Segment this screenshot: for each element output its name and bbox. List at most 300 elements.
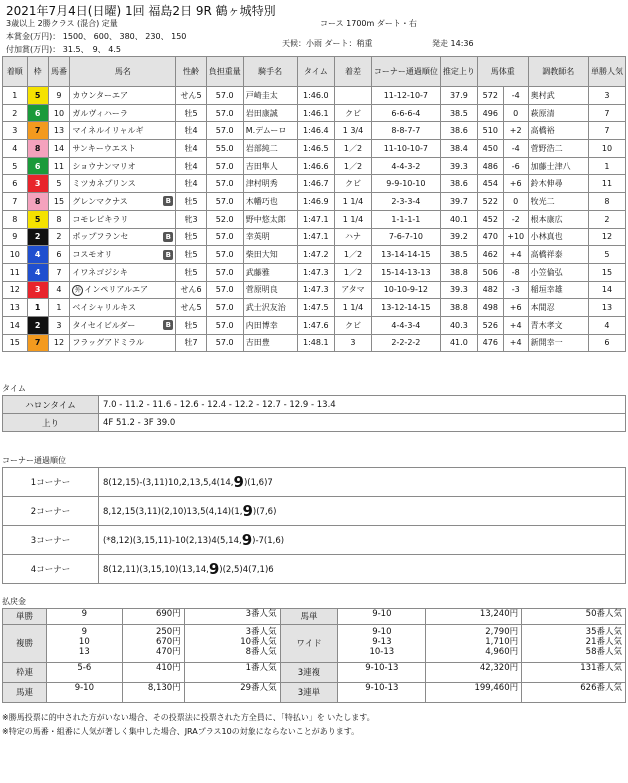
cell-margin: 1／2 <box>335 157 372 175</box>
corner-row <box>3 526 626 555</box>
cell-trainer: 小笠倫弘 <box>528 263 588 281</box>
cell-last: 38.8 <box>440 299 477 317</box>
cell-sex: 牡5 <box>176 246 206 264</box>
cell-body: 522 <box>477 193 503 211</box>
horse-name: コモレビキラリ <box>72 214 129 224</box>
note-1: ※勝馬投票に的中された方がいない場合、その投票法に投票された方全員に、「特払い」を いたします。 <box>2 713 375 722</box>
cell-sex: 牡4 <box>176 122 206 140</box>
cell-pos: 11 <box>3 263 28 281</box>
cell-wt: 57.0 <box>206 175 243 193</box>
cell-wt: 57.0 <box>206 281 243 299</box>
cell-diff: -2 <box>503 210 528 228</box>
cell-corner: 11-10-10-7 <box>371 140 440 158</box>
cell-diff: 0 <box>503 104 528 122</box>
cell-waku: 5 <box>27 87 48 105</box>
cell-jockey: 柴田大知 <box>243 246 297 264</box>
cell-diff: -8 <box>503 263 528 281</box>
cell-body: 462 <box>477 246 503 264</box>
cell-sex: 牡4 <box>176 157 206 175</box>
cell-pop: 13 <box>588 299 625 317</box>
cell-wt: 57.0 <box>206 246 243 264</box>
cell-corner: 15-14-13-13 <box>371 263 440 281</box>
cell-pos: 5 <box>3 157 28 175</box>
cell-trainer: 根本康広 <box>528 210 588 228</box>
cell-sex: せん5 <box>176 87 206 105</box>
cell-margin: クビ <box>335 175 372 193</box>
trio-yen: 42,320円 <box>426 663 522 683</box>
horse-name: ガルヴィハーラ <box>72 108 128 118</box>
corner-order <box>99 497 626 526</box>
cell-body: 506 <box>477 263 503 281</box>
cell-last: 38.5 <box>440 246 477 264</box>
cell-sex: 牡5 <box>176 228 206 246</box>
cell-trainer: 小林真也 <box>528 228 588 246</box>
cell-waku: 3 <box>27 175 48 193</box>
payout-row-4 <box>3 683 626 703</box>
start-time: 発走 14:36 <box>432 39 474 48</box>
corner-order-pre: 8(12,15)-(3,11)10,2,13,5,4(14, <box>103 478 234 488</box>
cell-sex: 牡4 <box>176 140 206 158</box>
cell-name <box>70 263 176 281</box>
cell-diff: +4 <box>503 246 528 264</box>
col-pop: 単勝人気 <box>588 57 625 87</box>
cell-num: 12 <box>48 334 70 352</box>
cell-pop: 11 <box>588 175 625 193</box>
corner-label: コーナー通過順位 <box>2 456 66 465</box>
cell-margin: アタマ <box>335 281 372 299</box>
cell-waku: 1 <box>27 299 48 317</box>
cell-sex: 牝3 <box>176 210 206 228</box>
cell-body: 470 <box>477 228 503 246</box>
cell-num: 5 <box>48 175 70 193</box>
cell-sex: 牡5 <box>176 193 206 211</box>
cell-name <box>70 122 176 140</box>
cell-pos: 4 <box>3 140 28 158</box>
cell-margin: 1／2 <box>335 263 372 281</box>
cell-pop: 2 <box>588 210 625 228</box>
cell-num: 15 <box>48 193 70 211</box>
corner-name: 4コーナー <box>3 555 99 584</box>
cell-corner: 4-4-3-2 <box>371 157 440 175</box>
cell-wt: 57.0 <box>206 228 243 246</box>
place-label: 複勝 <box>3 625 47 663</box>
quinella-pop: 29番人気 <box>184 683 280 703</box>
cell-jockey: 吉田隼人 <box>243 157 297 175</box>
payout-label: 払戻金 <box>2 597 26 606</box>
cell-corner: 11-12-10-7 <box>371 87 440 105</box>
cell-margin: 3 <box>335 334 372 352</box>
cell-waku: 8 <box>27 140 48 158</box>
cell-trainer: 加藤士津八 <box>528 157 588 175</box>
trio-label: 3連複 <box>280 663 338 683</box>
cell-wt: 55.0 <box>206 140 243 158</box>
cell-num: 6 <box>48 246 70 264</box>
table-row <box>3 263 626 281</box>
cell-waku: 7 <box>27 122 48 140</box>
timing-label: タイム <box>2 384 26 393</box>
cell-waku: 6 <box>27 104 48 122</box>
corner-order-post: )(2,5)4(7,1)6 <box>219 565 274 575</box>
cell-num: 1 <box>48 299 70 317</box>
cell-pop: 12 <box>588 228 625 246</box>
cell-jockey: 戸崎圭太 <box>243 87 297 105</box>
exacta-label: 馬単 <box>280 609 338 625</box>
cell-jockey: 木幡巧也 <box>243 193 297 211</box>
col-last: 推定上り <box>440 57 477 87</box>
cell-body: 454 <box>477 175 503 193</box>
cell-last: 38.5 <box>440 104 477 122</box>
timing-table <box>2 395 626 432</box>
cell-sex: 牡4 <box>176 175 206 193</box>
cell-margin: クビ <box>335 316 372 334</box>
horse-name: カウンターエア <box>72 90 129 100</box>
wide-yen: 2,790円 1,710円 4,960円 <box>426 625 522 663</box>
cell-wt: 57.0 <box>206 87 243 105</box>
cell-trainer: 新開幸一 <box>528 334 588 352</box>
cell-waku: 7 <box>27 334 48 352</box>
cell-body: 450 <box>477 140 503 158</box>
horse-name: タイセイビルダー <box>72 320 136 330</box>
cell-wt: 57.0 <box>206 104 243 122</box>
corner-row <box>3 497 626 526</box>
cell-body: 526 <box>477 316 503 334</box>
winner-highlight: 9 <box>241 531 253 549</box>
cell-wt: 57.0 <box>206 316 243 334</box>
cell-num: 10 <box>48 104 70 122</box>
cell-jockey: 武士沢友治 <box>243 299 297 317</box>
up-label: 上り <box>3 414 99 432</box>
foreign-horse-icon: 外 <box>72 285 83 296</box>
cell-waku: 4 <box>27 246 48 264</box>
cell-corner: 9-9-10-10 <box>371 175 440 193</box>
table-row <box>3 140 626 158</box>
col-num: 馬番 <box>48 57 70 87</box>
corner-order-pre: 8(12,11)(3,15,10)(13,14, <box>103 565 209 575</box>
cell-wt: 52.0 <box>206 210 243 228</box>
cell-body: 572 <box>477 87 503 105</box>
cell-num: 11 <box>48 157 70 175</box>
cell-last: 39.3 <box>440 157 477 175</box>
cell-corner: 2-3-3-4 <box>371 193 440 211</box>
col-waku: 枠 <box>27 57 48 87</box>
cell-num: 14 <box>48 140 70 158</box>
exacta-yen: 13,240円 <box>426 609 522 625</box>
corner-order-post: )(1,6)7 <box>243 478 273 488</box>
cell-diff: +6 <box>503 175 528 193</box>
cell-name <box>70 316 176 334</box>
horse-name: コスモオリ <box>72 250 113 260</box>
trio-pop: 131番人気 <box>522 663 626 683</box>
place-numbers: 9 10 13 <box>46 625 122 663</box>
blinker-icon: B <box>163 196 173 206</box>
cell-pop: 5 <box>588 246 625 264</box>
cell-trainer: 鈴木伸尋 <box>528 175 588 193</box>
cell-last: 40.1 <box>440 210 477 228</box>
cell-wt: 57.0 <box>206 263 243 281</box>
cell-last: 38.6 <box>440 122 477 140</box>
cell-sex: 牡5 <box>176 104 206 122</box>
table-row <box>3 299 626 317</box>
cell-diff: -4 <box>503 140 528 158</box>
cell-jockey: M.デムーロ <box>243 122 297 140</box>
cell-jockey: 菅原明良 <box>243 281 297 299</box>
cell-name <box>70 228 176 246</box>
cell-pos: 13 <box>3 299 28 317</box>
col-corner: コーナー通過順位 <box>371 57 440 87</box>
cell-name <box>70 246 176 264</box>
added-prize: 付加賞(万円)： 31.5、 9、 4.5 <box>6 45 121 54</box>
cell-time: 1:47.5 <box>297 299 334 317</box>
corner-order <box>99 555 626 584</box>
trifecta-pop: 626番人気 <box>522 683 626 703</box>
cell-num: 2 <box>48 228 70 246</box>
win-yen: 690円 <box>122 609 184 625</box>
cell-diff: +4 <box>503 316 528 334</box>
cell-pop: 15 <box>588 263 625 281</box>
cell-num: 7 <box>48 263 70 281</box>
cell-num: 8 <box>48 210 70 228</box>
cell-diff: +10 <box>503 228 528 246</box>
col-jockey: 騎手名 <box>243 57 297 87</box>
cell-jockey: 吉田豊 <box>243 334 297 352</box>
cell-pos: 2 <box>3 104 28 122</box>
race-class: 3歳以上 2勝クラス (混合) 定量 <box>6 19 118 28</box>
cell-num: 13 <box>48 122 70 140</box>
cell-last: 38.8 <box>440 263 477 281</box>
table-row <box>3 87 626 105</box>
winner-highlight: 9 <box>208 560 220 578</box>
cell-body: 498 <box>477 299 503 317</box>
cell-margin: 1 1/4 <box>335 210 372 228</box>
cell-jockey: 幸英明 <box>243 228 297 246</box>
cell-diff: -4 <box>503 87 528 105</box>
corner-row <box>3 468 626 497</box>
cell-trainer: 青木孝文 <box>528 316 588 334</box>
corner-order <box>99 526 626 555</box>
cell-time: 1:47.3 <box>297 263 334 281</box>
blinker-icon: B <box>163 250 173 260</box>
corner-name: 2コーナー <box>3 497 99 526</box>
cell-trainer: 本間忍 <box>528 299 588 317</box>
quinella-label: 馬連 <box>3 683 47 703</box>
cell-pos: 3 <box>3 122 28 140</box>
cell-diff: +4 <box>503 334 528 352</box>
cell-time: 1:46.6 <box>297 157 334 175</box>
wide-label: ワイド <box>280 625 338 663</box>
cell-last: 39.2 <box>440 228 477 246</box>
table-row <box>3 246 626 264</box>
horse-name: ミツカネプリンス <box>72 179 136 189</box>
cell-jockey: 武藤雅 <box>243 263 297 281</box>
col-pos: 着順 <box>3 57 28 87</box>
cell-trainer: 牧光二 <box>528 193 588 211</box>
cell-jockey: 岩田康誠 <box>243 104 297 122</box>
cell-trainer: 高橋裕 <box>528 122 588 140</box>
trifecta-label: 3連単 <box>280 683 338 703</box>
cell-diff: 0 <box>503 193 528 211</box>
cell-waku: 2 <box>27 228 48 246</box>
trifecta-number: 9-10-13 <box>338 683 426 703</box>
place-pop: 3番人気 10番人気 8番人気 <box>184 625 280 663</box>
horse-name: サンキーウエスト <box>72 143 136 153</box>
cell-body: 496 <box>477 104 503 122</box>
horse-name: マイネルイリャルギ <box>72 126 144 136</box>
cell-trainer: 奥村武 <box>528 87 588 105</box>
corner-order-post: )(7,6) <box>252 507 277 517</box>
cell-margin <box>335 87 372 105</box>
corner-order-pre: 8,12,15(3,11)(2,10)13,5(4,14)(1, <box>103 507 243 517</box>
horse-name: グレンマクナス <box>72 196 128 206</box>
cell-wt: 57.0 <box>206 334 243 352</box>
table-row <box>3 193 626 211</box>
cell-diff: -3 <box>503 281 528 299</box>
cell-num: 3 <box>48 316 70 334</box>
payout-row-3 <box>3 663 626 683</box>
table-row <box>3 157 626 175</box>
cell-pop: 4 <box>588 316 625 334</box>
cell-time: 1:47.2 <box>297 246 334 264</box>
win-number: 9 <box>46 609 122 625</box>
corner-order-pre: (*8,12)(3,15,11)-10(2,13)4(5,14, <box>103 536 242 546</box>
table-row <box>3 210 626 228</box>
horse-name: ポップフランセ <box>72 232 129 242</box>
cell-sex: せん5 <box>176 299 206 317</box>
cell-corner: 13-14-14-15 <box>371 246 440 264</box>
cell-name <box>70 87 176 105</box>
table-row <box>3 316 626 334</box>
cell-name <box>70 157 176 175</box>
bracket-yen: 410円 <box>122 663 184 683</box>
cell-pos: 12 <box>3 281 28 299</box>
col-weight: 負担重量 <box>206 57 243 87</box>
col-name: 馬名 <box>70 57 176 87</box>
cell-num: 4 <box>48 281 70 299</box>
cell-jockey: 岩部純二 <box>243 140 297 158</box>
cell-waku: 3 <box>27 281 48 299</box>
cell-time: 1:47.3 <box>297 281 334 299</box>
cell-name <box>70 210 176 228</box>
cell-corner: 8-8-7-7 <box>371 122 440 140</box>
cell-waku: 8 <box>27 193 48 211</box>
cell-corner: 4-4-3-4 <box>371 316 440 334</box>
cell-pos: 9 <box>3 228 28 246</box>
cell-margin: クビ <box>335 104 372 122</box>
cell-pop: 6 <box>588 334 625 352</box>
horse-name: フラッグアドミラル <box>72 338 144 348</box>
results-header <box>3 57 626 87</box>
cell-wt: 57.0 <box>206 193 243 211</box>
cell-wt: 57.0 <box>206 299 243 317</box>
bracket-pop: 1番人気 <box>184 663 280 683</box>
cell-pop: 7 <box>588 122 625 140</box>
lap-label: ハロンタイム <box>3 396 99 414</box>
cell-body: 452 <box>477 210 503 228</box>
table-row <box>3 334 626 352</box>
table-row <box>3 175 626 193</box>
win-label: 単勝 <box>3 609 47 625</box>
corner-row <box>3 555 626 584</box>
corner-order <box>99 468 626 497</box>
cell-wt: 57.0 <box>206 122 243 140</box>
cell-time: 1:46.5 <box>297 140 334 158</box>
cell-body: 476 <box>477 334 503 352</box>
note-2: ※特定の馬番・組番に人気が著しく集中した場合、JRAプラス10の対象にならないことがあります。 <box>2 727 360 736</box>
col-trainer: 調教師名 <box>528 57 588 87</box>
cell-pos: 8 <box>3 210 28 228</box>
cell-trainer: 高橋祥泰 <box>528 246 588 264</box>
blinker-icon: B <box>163 320 173 330</box>
winner-highlight: 9 <box>242 502 253 520</box>
bracket-label: 枠連 <box>3 663 47 683</box>
cell-name <box>70 140 176 158</box>
blinker-icon: B <box>163 232 173 242</box>
col-time: タイム <box>297 57 334 87</box>
cell-corner: 2-2-2-2 <box>371 334 440 352</box>
payout-row-2 <box>3 625 626 663</box>
corner-table <box>2 467 626 584</box>
cell-corner: 7-6-7-10 <box>371 228 440 246</box>
cell-waku: 5 <box>27 210 48 228</box>
exacta-number: 9-10 <box>338 609 426 625</box>
cell-wt: 57.0 <box>206 157 243 175</box>
cell-time: 1:47.6 <box>297 316 334 334</box>
race-course: コース 1700m ダート・右 <box>320 19 417 28</box>
cell-pos: 10 <box>3 246 28 264</box>
corner-name: 3コーナー <box>3 526 99 555</box>
weather-track: 天候：小雨 ダート：稍重 <box>282 39 373 48</box>
cell-time: 1:46.4 <box>297 122 334 140</box>
bracket-number: 5-6 <box>46 663 122 683</box>
cell-time: 1:47.1 <box>297 210 334 228</box>
cell-time: 1:46.1 <box>297 104 334 122</box>
cell-pos: 7 <box>3 193 28 211</box>
cell-body: 510 <box>477 122 503 140</box>
cell-last: 37.9 <box>440 87 477 105</box>
cell-pop: 10 <box>588 140 625 158</box>
place-yen: 250円 670円 470円 <box>122 625 184 663</box>
cell-pos: 15 <box>3 334 28 352</box>
col-sex: 性齢 <box>176 57 206 87</box>
cell-pop: 8 <box>588 193 625 211</box>
table-row <box>3 281 626 299</box>
table-row <box>3 122 626 140</box>
cell-sex: せん6 <box>176 281 206 299</box>
cell-sex: 牡5 <box>176 263 206 281</box>
lap-times: 7.0 - 11.2 - 11.6 - 12.6 - 12.4 - 12.2 - 12.7 - 12.9 - 13.4 <box>99 396 626 414</box>
cell-jockey: 内田博幸 <box>243 316 297 334</box>
cell-time: 1:48.1 <box>297 334 334 352</box>
cell-corner: 13-12-14-15 <box>371 299 440 317</box>
trifecta-yen: 199,460円 <box>426 683 522 703</box>
cell-pop: 7 <box>588 104 625 122</box>
cell-margin: 1／2 <box>335 140 372 158</box>
cell-waku: 4 <box>27 263 48 281</box>
cell-name <box>70 193 176 211</box>
cell-last: 40.3 <box>440 316 477 334</box>
cell-pos: 1 <box>3 87 28 105</box>
cell-pos: 14 <box>3 316 28 334</box>
cell-diff: +6 <box>503 299 528 317</box>
cell-last: 38.6 <box>440 175 477 193</box>
payout-table <box>2 608 626 703</box>
wide-numbers: 9-10 9-13 10-13 <box>338 625 426 663</box>
cell-waku: 6 <box>27 157 48 175</box>
table-row <box>3 104 626 122</box>
cell-name <box>70 299 176 317</box>
horse-name: イワネゴジシキ <box>72 267 128 277</box>
cell-name <box>70 175 176 193</box>
cell-trainer: 菅野浩二 <box>528 140 588 158</box>
